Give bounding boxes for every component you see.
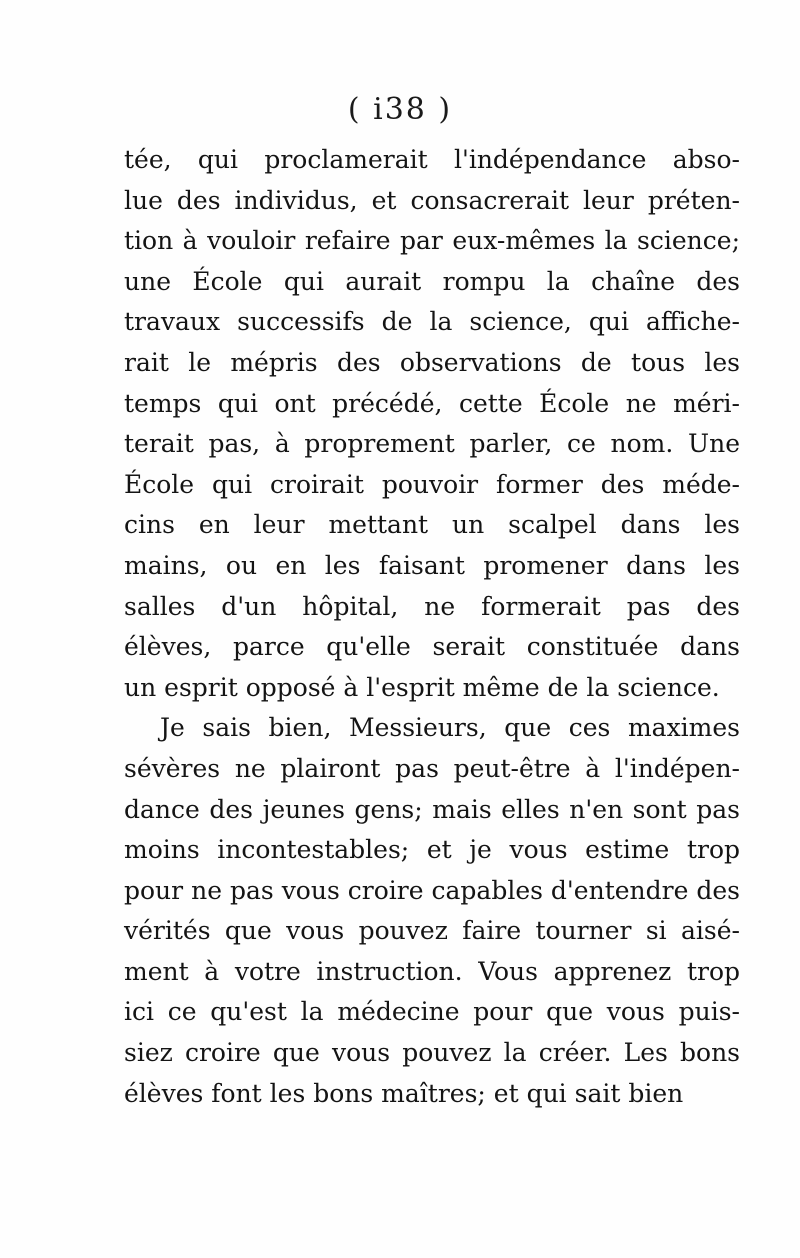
text-line: tée, qui proclamerait l'indépendance abso- (124, 145, 740, 174)
text-line: ment à votre instruction. Vous apprenez trop (124, 956, 740, 986)
text-line: vérités que vous pouvez faire tourner si aisé- (124, 916, 740, 946)
body-text (124, 140, 740, 1114)
text-line: un esprit opposé à l'esprit même de la science. (124, 672, 720, 702)
text-line: une École qui aurait rompu la chaîne des (124, 266, 740, 296)
text-line: travaux successifs de la science, qui affiche- (124, 307, 740, 337)
text-line: lue des individus, et consacrerait leur préten- (124, 185, 740, 215)
text-line: tion à vouloir refaire par eux-mêmes la science; (124, 226, 740, 256)
text-line: mains, ou en les faisant promener dans les (124, 550, 740, 580)
text-line: École qui croirait pouvoir former des méde- (124, 469, 740, 499)
text-line: rait le mépris des observations de tous les (124, 347, 740, 377)
text-line: salles d'un hôpital, ne formerait pas des (124, 591, 740, 621)
text-line: cins en leur mettant un scalpel dans les (124, 510, 740, 540)
text-line: Je sais bien, Messieurs, que ces maximes (160, 713, 740, 743)
text-line: temps qui ont précédé, cette École ne méri- (124, 388, 740, 418)
text-line: pour ne pas vous croire capables d'entendre des (124, 875, 740, 905)
text-line: dance des jeunes gens; mais elles n'en sont pas (124, 794, 740, 824)
text-line: élèves, parce qu'elle serait constituée dans (124, 632, 740, 662)
text-line: sévères ne plairont pas peut-être à l'indépen- (124, 753, 740, 783)
text-line: élèves font les bons maîtres; et qui sait bien (124, 1078, 684, 1108)
text-line: terait pas, à proprement parler, ce nom. Une (124, 429, 740, 459)
text-line: ici ce qu'est la médecine pour que vous puis- (124, 997, 740, 1027)
page-number: ( i38 ) (347, 92, 453, 127)
text-line: moins incontestables; et je vous estime trop (124, 835, 740, 865)
text-line: siez croire que vous pouvez la créer. Les bons (124, 1038, 740, 1068)
